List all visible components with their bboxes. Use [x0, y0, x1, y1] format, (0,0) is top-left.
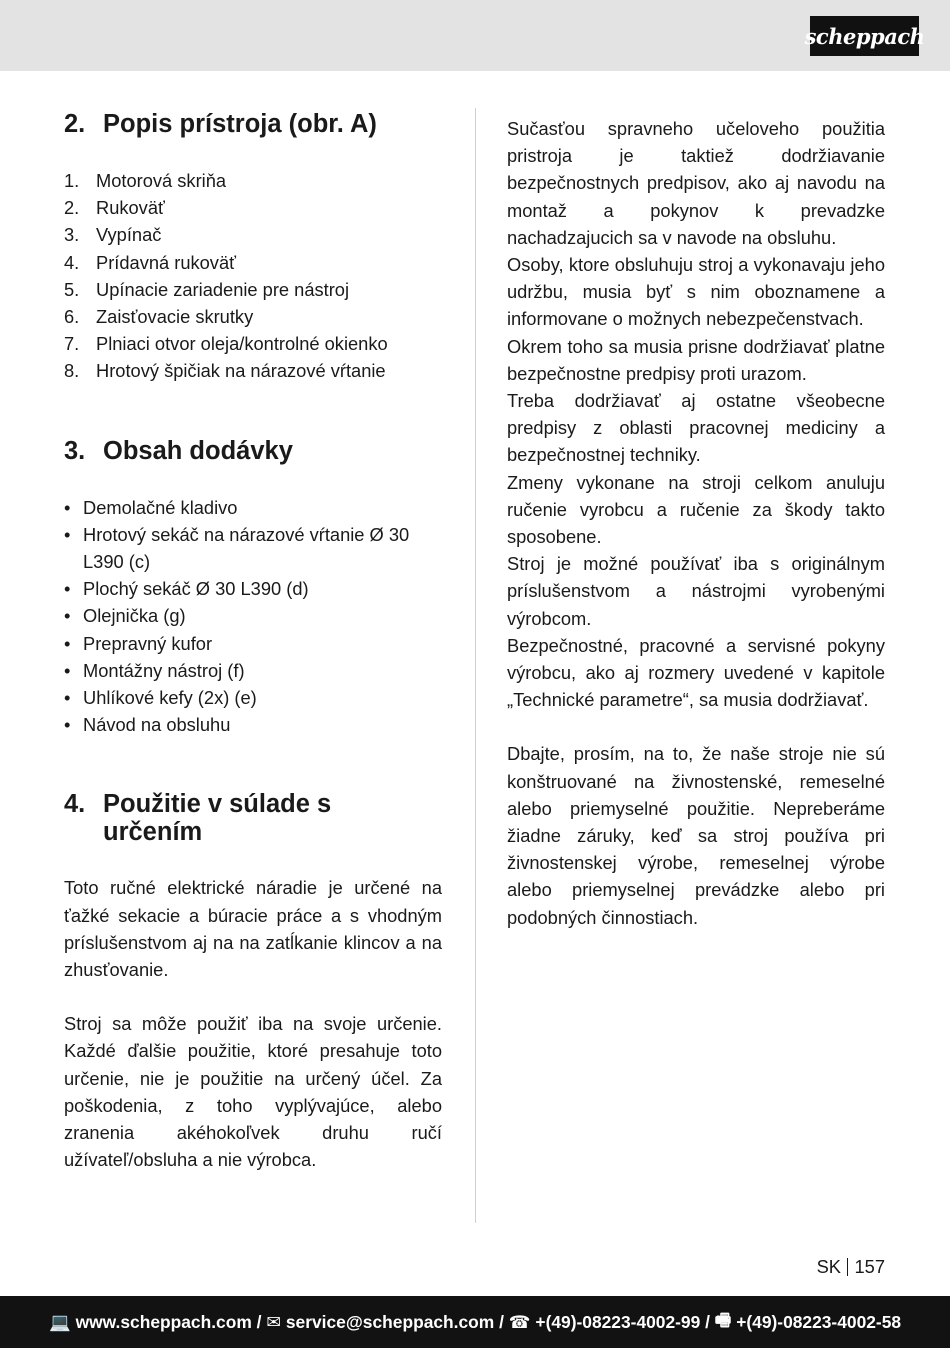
list-item: 7. Plniaci otvor oleja/kontrolné okienko — [64, 333, 388, 355]
list-item: • Demolačné kladivo — [64, 496, 238, 518]
phone-number[interactable]: +(49)-08223-4002-99 — [535, 1311, 701, 1332]
left-column — [64, 110, 442, 1173]
footer-separator: / — [251, 1311, 267, 1332]
fax-number: +(49)-08223-4002-58 — [736, 1311, 902, 1332]
delivery-list — [64, 494, 442, 739]
list-item: • Plochý sekáč Ø 30 L390 (d) — [64, 578, 309, 600]
website-link[interactable]: www.scheppach.com — [75, 1311, 252, 1332]
list-item: 1. Motorová skriňa — [64, 170, 227, 191]
parts-list — [64, 167, 442, 385]
section-3-title: Obsah dodávky — [103, 436, 293, 465]
list-item: • Montážny nástroj (f) — [64, 659, 245, 681]
paragraph: Bezpečnostné, pracovné a servisné pokyny výrobcu, ako aj rozmery uvedené v kapitole „Technické parametre“, sa musia dodržiavať. — [507, 634, 885, 711]
footer-separator: / — [700, 1311, 715, 1332]
computer-icon: 💻 — [48, 1311, 71, 1332]
paragraph: Osoby, ktore obsluhuju stroj a vykonavaju jeho udržbu, musia byť s nim oboznamene a informovane o možnych nebezpečenstvach. — [507, 254, 885, 330]
paragraph: Okrem toho sa musia prisne dodržiavať platne bezpečnostne predpisy proti urazom. — [507, 335, 885, 384]
page-separator — [847, 1258, 849, 1276]
list-item: 3. Vypínač — [64, 224, 162, 246]
paragraph: Toto ručné elektrické náradie je určené na ťažké sekacie a búracie práce a s vhodným príslušenstvom aj na na zatĺkanie klincov a na zhusťovanie. — [64, 877, 442, 981]
column-divider — [475, 108, 476, 1223]
list-item: • Prepravný kufor — [64, 632, 213, 654]
paragraph: Zmeny vykonane na stroji celkom anuluju ručenie vyrobcu a ručenie za škody takto sposobene. — [507, 471, 885, 548]
footer-separator: / — [494, 1311, 509, 1332]
list-item: 2. Rukoväť — [64, 197, 165, 219]
list-item: 8. Hrotový špičiak na nárazové vŕtanie — [64, 360, 386, 382]
section-2-number: 2. — [64, 110, 86, 138]
section-2-title: Popis prístroja (obr. A) — [103, 110, 377, 138]
footer-bar — [0, 1296, 950, 1348]
page-number — [817, 1256, 885, 1278]
paragraph: Stroj je možné používať iba s originálnym príslušenstvom a nástrojmi vyrobenými výrobcom. — [507, 553, 885, 629]
section-4-title: Použitie v súlade s určením — [103, 790, 332, 847]
right-column — [507, 115, 885, 931]
section-4-number: 4. — [64, 790, 86, 819]
section-3-number: 3. — [64, 436, 86, 465]
list-item: 4. Prídavná rukoväť — [64, 251, 236, 273]
fax-icon: 🖷 — [714, 1310, 732, 1330]
list-item: 5. Upínacie zariadenie pre nástroj — [64, 278, 350, 300]
list-item: 6. Zaisťovacie skrutky — [64, 306, 254, 328]
list-item: • Olejnička (g) — [64, 605, 186, 627]
mail-icon: ✉ — [266, 1311, 281, 1332]
list-item: • Hrotový sekáč na nárazové vŕtanie Ø 30 L390 (c) — [64, 523, 410, 573]
section-3-heading — [64, 437, 442, 465]
phone-icon: ☎ — [508, 1311, 531, 1332]
email-link[interactable]: service@scheppach.com — [285, 1311, 495, 1332]
scheppach-logo: scheppach — [810, 16, 919, 56]
paragraph: Sučasťou spravneho učeloveho použitia pristroja je taktiež dodržiavanie bezpečnostnych predpisov, ako aj navodu na montaž a pokynov k prevadzke nachadzajucich sa v navode na obsluhu. — [507, 118, 885, 248]
list-item: • Návod na obsluhu — [64, 714, 231, 736]
list-item: • Uhlíkové kefy (2x) (e) — [64, 687, 257, 709]
language-code: SK — [816, 1256, 841, 1277]
paragraph: Stroj sa môže použiť iba na svoje určenie. Každé ďalšie použitie, ktoré presahuje toto určenie, nie je použitie na určený účel. Za poškodenia, z toho vyplývajúce, alebo zranenia akéhokoľvek druhu ručí užívateľ/obsluha a nie výrobca. — [64, 1013, 442, 1171]
section-4-heading — [64, 790, 442, 846]
page-number-value: 157 — [854, 1256, 885, 1277]
paragraph: Dbajte, prosím, na to, že naše stroje nie sú konštruované na živnostenské, remeselné alebo priemyselné použitie. Nepreberáme žiadne záruky, keď sa stroj používa pri živnostenskej výrobe, remeselnej výrobe alebo priemyselnej prevádzke alebo pri podobných činnostiach. — [507, 743, 885, 928]
paragraph: Treba dodržiavať aj ostatne všeobecne predpisy z oblasti pracovnej mediciny a bezpečnostnej techniky. — [507, 390, 885, 466]
header-bar — [0, 0, 950, 71]
section-2-heading — [64, 110, 442, 138]
